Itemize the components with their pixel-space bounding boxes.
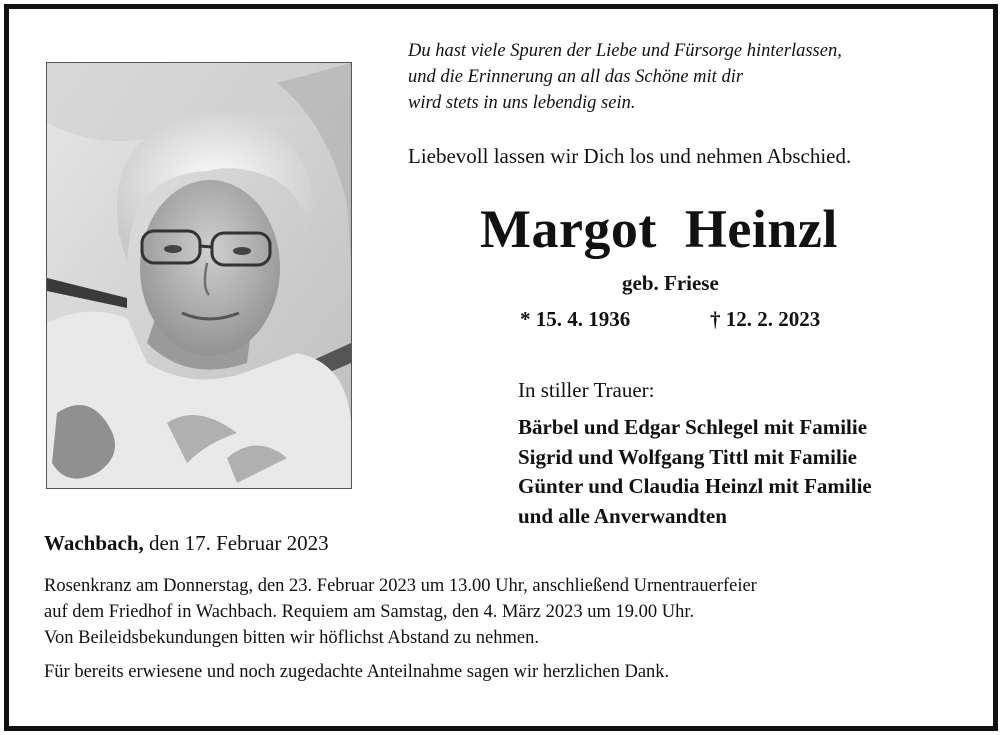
mourner-entry: Günter und Claudia Heinzl mit Familie — [518, 474, 872, 498]
deceased-name: Margot Heinzl — [480, 199, 838, 259]
death-date: † 12. 2. 2023 — [710, 307, 821, 331]
mourner-entry: und alle Anverwandten — [518, 503, 727, 528]
mourner-entry: Bärbel und Edgar Schlegel mit Familie — [518, 415, 868, 439]
quote-line: wird stets in uns lebendig sein. — [408, 93, 636, 113]
place-name: Wachbach, — [44, 531, 144, 555]
notice-line: Rosenkranz am Donnerstag, den 23. Februar 2023 um 13.00 Uhr, anschließend Urnentrauerfeier — [44, 576, 757, 596]
mourner-entry: Sigrid und Wolfgang Tittl mit Familie — [518, 444, 857, 469]
memorial-quote — [408, 38, 968, 116]
notice-line: Von Beileidsbekundungen bitten wir höflichst Abstand zu nehmen. — [44, 628, 539, 648]
service-notices — [44, 573, 757, 685]
portrait-photo — [46, 62, 352, 489]
maiden-name: geb. Friese — [622, 271, 719, 295]
quote-line: Du hast viele Spuren der Liebe und Fürsorge hinterlassen, — [408, 41, 842, 61]
notice-date: den 17. Februar 2023 — [143, 531, 329, 555]
quote-line: und die Erinnerung an all das Schöne mit dir — [408, 67, 744, 87]
thanks-line: Für bereits erwiesene und noch zugedachte Anteilnahme sagen wir herzlichen Dank. — [44, 662, 670, 682]
farewell-line: Liebevoll lassen wir Dich los und nehmen Abschied. — [408, 144, 852, 168]
mourners-list — [518, 413, 872, 531]
notice-line: auf dem Friedhof in Wachbach. Requiem am Samstag, den 4. März 2023 um 19.00 Uhr. — [44, 602, 695, 622]
birth-date: * 15. 4. 1936 — [520, 307, 631, 331]
mourning-intro: In stiller Trauer: — [518, 378, 655, 402]
place-date-line — [44, 531, 329, 556]
